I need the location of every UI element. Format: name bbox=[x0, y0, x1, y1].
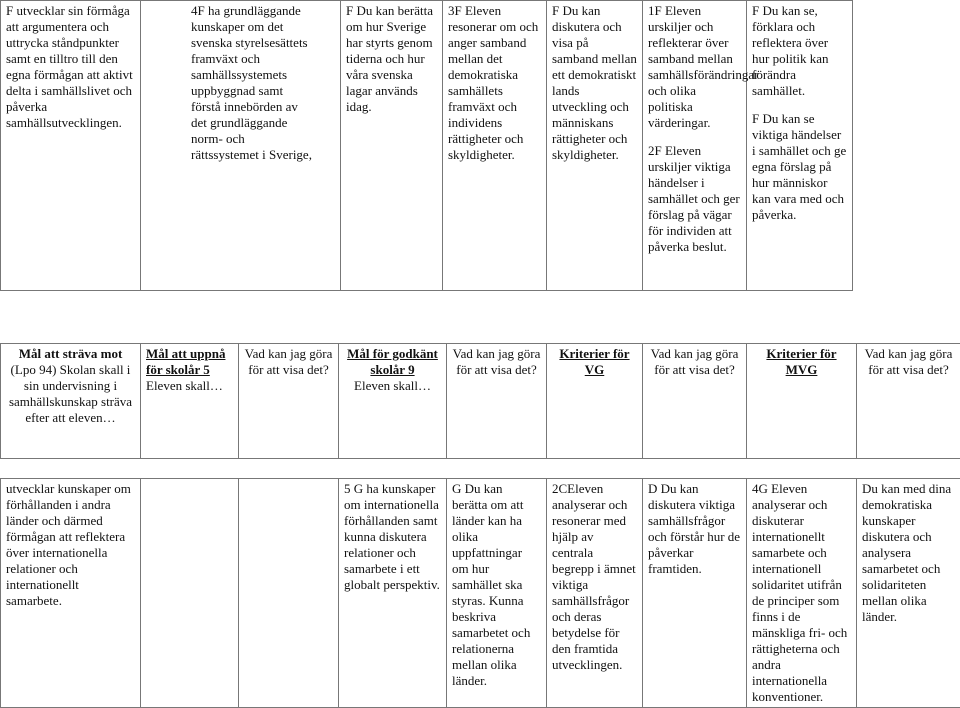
bottom-cell bbox=[643, 479, 747, 708]
paragraph-gap bbox=[752, 99, 847, 111]
cell-paragraph: 4G Eleven analyserar och diskuterar internationellt samarbete och internationell solidaritet utifrån de principer som finns i de mänskliga fri- och rättigheterna och andra internationella konventioner. bbox=[752, 481, 851, 705]
top-cell bbox=[1, 1, 141, 291]
goals-table-bottom bbox=[0, 478, 960, 708]
bottom-cell bbox=[1, 479, 141, 708]
cell-paragraph: 4F ha grundläggande kunskaper om det svenska styrelsesättets framväxt och samhällssystemets uppbyggnad samt förstå innebörden av det grundläggande norm- och rättssystemet i Sverige, bbox=[191, 3, 315, 163]
header-what-can-i-do: Vad kan jag göra för att visa det? bbox=[239, 344, 339, 459]
top-cell bbox=[443, 1, 547, 291]
header-attain-goals-year5: Mål att uppnå för skolår 5 Eleven skall… bbox=[141, 344, 239, 459]
goals-table-top bbox=[0, 0, 960, 291]
top-cell bbox=[547, 1, 643, 291]
cell-paragraph: D Du kan diskutera viktiga samhällsfrågor och förstår hur de påverkar framtiden. bbox=[648, 481, 741, 577]
header-criteria-vg: Kriterier för VG bbox=[547, 344, 643, 459]
cell-paragraph: F utvecklar sin förmåga att argumentera och uttrycka ståndpunkter samt en tilltro till den egna förmågan att aktivt delta i samhällslivet och påverka samhällsutvecklingen. bbox=[6, 3, 135, 131]
header-what-can-i-do: Vad kan jag göra för att visa det? bbox=[857, 344, 960, 459]
cell-paragraph: utvecklar kunskaper om förhållanden i andra länder och därmed förmågan att reflektera över internationella relationer och internationellt samarbete. bbox=[6, 481, 135, 609]
header-strive-goals: Mål att sträva mot (Lpo 94) Skolan skall i sin undervisning i samhällskunskap sträva efter att eleven… bbox=[1, 344, 141, 459]
top-cell bbox=[341, 1, 443, 291]
cell-paragraph: F Du kan se viktiga händelser i samhället och ge egna förslag på hur människor kan vara med och påverka. bbox=[752, 111, 847, 223]
bottom-cell bbox=[747, 479, 857, 708]
top-cell bbox=[747, 1, 853, 291]
cell-paragraph: 1F Eleven urskiljer och reflekterar över samband mellan samhällsförändringar och olika politiska värderingar. bbox=[648, 3, 741, 131]
cell-paragraph: F Du kan se, förklara och reflektera över hur politik kan förändra samhället. bbox=[752, 3, 847, 99]
bottom-cell bbox=[339, 479, 447, 708]
header-pass-goals-year9: Mål för godkänt skolår 9 Eleven skall… bbox=[339, 344, 447, 459]
top-cell bbox=[643, 1, 747, 291]
cell-paragraph: Du kan med dina demokratiska kunskaper diskutera och analysera samarbetet och solidariteten mellan olika länder. bbox=[862, 481, 955, 625]
cell-paragraph: F Du kan berätta om hur Sverige har styrts genom tiderna och hur våra svenska lagar används idag. bbox=[346, 3, 437, 115]
header-criteria-mvg: Kriterier för MVG bbox=[747, 344, 857, 459]
cell-paragraph: 3F Eleven resonerar om och anger samband mellan det demokratiska samhällets framväxt och individens rättigheter och skyldigheter. bbox=[448, 3, 541, 163]
header-what-can-i-do: Vad kan jag göra för att visa det? bbox=[447, 344, 547, 459]
cell-paragraph: 2F Eleven urskiljer viktiga händelser i samhället och ger förslag på vägar för individen att påverka beslut. bbox=[648, 143, 741, 255]
bottom-cell bbox=[141, 479, 239, 708]
bottom-cell bbox=[857, 479, 960, 708]
cell-paragraph: 5 G ha kunskaper om internationella förhållanden samt kunna diskutera relationer och samarbete i ett globalt perspektiv. bbox=[344, 481, 441, 593]
bottom-cell bbox=[547, 479, 643, 708]
top-cell bbox=[141, 1, 341, 291]
goals-header-table bbox=[0, 343, 960, 459]
bottom-cell bbox=[239, 479, 339, 708]
header-what-can-i-do: Vad kan jag göra för att visa det? bbox=[643, 344, 747, 459]
cell-paragraph: G Du kan berätta om att länder kan ha olika uppfattningar om hur samhället ska styras. Kunna beskriva samarbetet och relationerna mellan olika länder. bbox=[452, 481, 541, 689]
cell-paragraph: 2CEleven analyserar och resonerar med hjälp av centrala begrepp i ämnet viktiga samhällsfrågor och deras betydelse för den framtida utvecklingen. bbox=[552, 481, 637, 673]
cell-paragraph: F Du kan diskutera och visa på samband mellan ett demokratiskt lands utveckling och människans rättigheter och skyldigheter. bbox=[552, 3, 637, 163]
bottom-cell bbox=[447, 479, 547, 708]
paragraph-gap bbox=[648, 131, 741, 143]
